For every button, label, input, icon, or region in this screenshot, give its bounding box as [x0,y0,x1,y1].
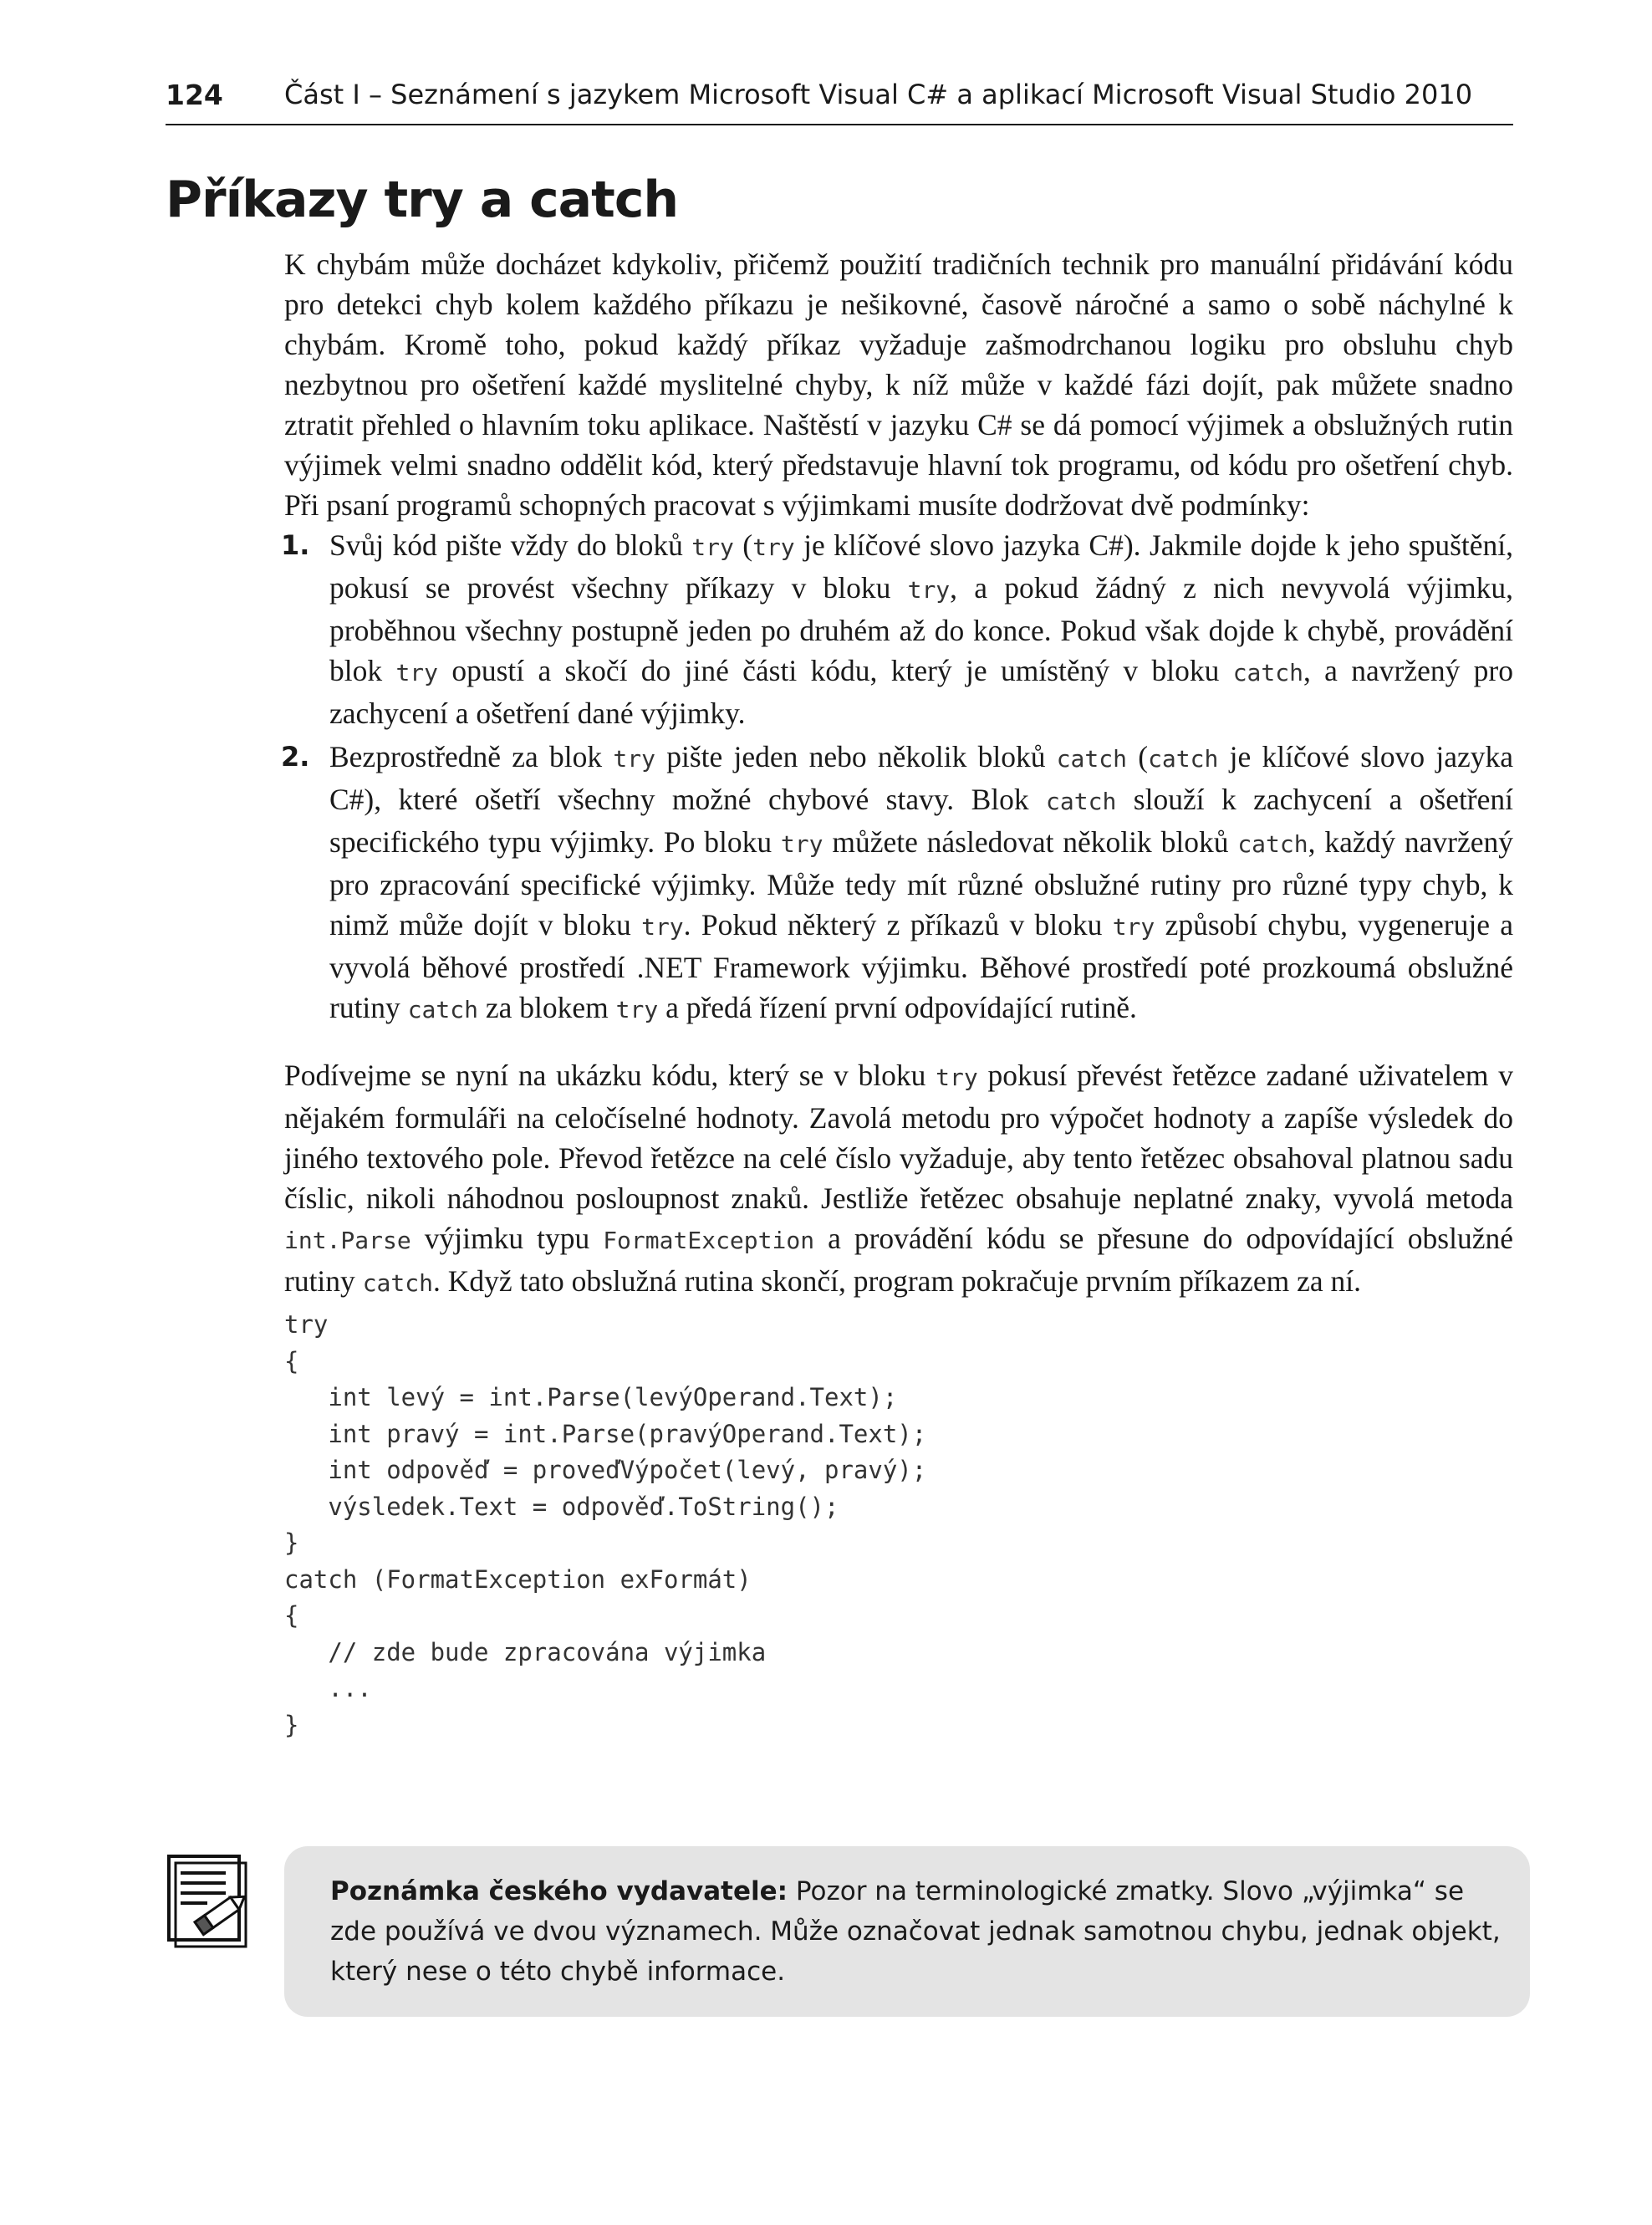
note-text: Pozor na terminologické zmatky. Slovo „výjimka“ se zde používá ve dvou významech. Může označovat jednak samotnou chybu, jednak objekt, který nese o této chybě informace. [330,1876,1501,1987]
inline-code: catch [1232,659,1303,686]
code-line: ... [284,1674,372,1702]
code-line: try [284,1310,329,1339]
code-line: int levý = int.Parse(levýOperand.Text); [284,1383,898,1411]
inline-code: catch [1148,745,1219,773]
code-line: catch (FormatException exFormát) [284,1564,752,1594]
inline-code: try [936,1064,978,1091]
inline-code: try [1112,913,1155,941]
code-line: } [284,1710,299,1739]
list-number: 2. [281,741,310,773]
inline-code: catch [362,1269,433,1297]
code-line: výsledek.Text = odpověď.ToString(); [284,1492,839,1521]
inline-code: catch [1046,788,1117,815]
code-line: // zde bude zpracována výjimka [284,1637,767,1666]
inline-code: catch [407,996,478,1023]
list-item: 1. Svůj kód pište vždy do bloků try (try je klíčové slovo jazyka C#). Jakmile dojde k jeho spuštění, pokusí se provést všechny příkazy v bloku try, a pokud žádný z nich nevyvolá výjimku, proběhnou všechny postupně jeden po druhém až do konce. Pokud však dojde k chybě, provádění blok try opustí a skočí do jiné části kódu, který je umístěný v bloku catch, a navržený pro zachycení a ošetření dané výjimky. [284,525,1513,733]
inline-code: FormatException [603,1227,815,1254]
code-line: { [284,1346,299,1375]
inline-code: catch [1056,745,1127,773]
page-number: 124 [166,79,223,111]
code-line: int odpověď = proveďVýpočet(levý, pravý); [284,1456,927,1484]
inline-code: int.Parse [284,1227,411,1254]
body-text [281,244,1514,1743]
inline-code: try [641,913,684,941]
inline-code: catch [1237,830,1308,858]
running-head: Část I – Seznámení s jazykem Microsoft Visual C# a aplikací Microsoft Visual Studio 2010 [284,79,1473,110]
publisher-note [284,1846,1530,2017]
code-line: } [284,1528,299,1557]
code-line: int pravý = int.Parse(pravýOperand.Text); [284,1419,927,1448]
inline-code: try [395,659,439,686]
page-header [166,77,1513,125]
inline-code: try [613,745,655,773]
inline-code: try [691,533,734,561]
section-title: Příkazy try a catch [166,171,679,229]
note-label: Poznámka českého vydavatele: [330,1876,788,1906]
list-item: 2. Bezprostředně za blok try pište jeden nebo několik bloků catch (catch je klíčové slovo jazyka C#), které ošetří všechny možné chybové stavy. Blok catch slouží k zachycení a ošetření specifického typu výjimky. Po bloku try můžete následovat několik bloků catch, každý navržený pro zpracování specifické výjimky. Může tedy mít různé obslužné rutiny pro různé typy chyb, k nimž může dojít v bloku try. Pokud některý z příkazů v bloku try způsobí chybu, vygeneruje a vyvolá běhové prostředí .NET Framework výjimku. Běhové prostředí poté prozkoumá obslužné rutiny catch za blokem try a předá řízení první odpovídající rutině. [284,737,1513,1030]
inline-code: try [615,996,659,1023]
list-number: 1. [281,529,310,561]
note-pencil-icon [166,1853,254,1953]
intro-paragraph: K chybám může docházet kdykoliv, přičemž použití tradičních technik pro manuální přidávání kódu pro detekci chyb kolem každého příkazu je nešikovné, časově náročné a samo o sobě náchylné k chybám. Kromě toho, pokud každý příkaz vyžaduje zašmodrchanou logiku pro obsluhu chyb nezbytnou pro ošetření každé myslitelné chyby, k níž může v každé fázi dojít, pak můžete snadno ztratit přehled o hlavním toku aplikace. Naštěstí v jazyku C# se dá pomocí výjimek a obslužných rutin výjimek velmi snadno oddělit kód, který představuje hlavní tok programu, od kódu pro ošetření chyb. Při psaní programů schopných pracovat s výjimkami musíte dodržovat dvě podmínky: [284,248,1513,522]
inline-code: try [752,533,795,561]
example-paragraph: Podívejme se nyní na ukázku kódu, který se v bloku try pokusí převést řetězce zadané uživatelem v nějakém formuláři na celočíselné hodnoty. Zavolá metodu pro výpočet hodnoty a zapíše výsledek do jiného textového pole. Převod řetězce na celé číslo vyžaduje, aby tento řetězec obsahoval platnou sadu číslic, nikoli náhodnou posloupnost znaků. Jestliže řetězec obsahuje neplatné znaky, vyvolá metoda int.Parse výjimku typu FormatException a provádění kódu se přesune do odpovídající obslužné rutiny catch. Když tato obslužná rutina skončí, program pokračuje prvním příkazem za ní. [284,1059,1513,1298]
inline-code: try [907,576,951,604]
code-line: { [284,1601,299,1630]
conditions-list [281,525,1514,1030]
code-listing [284,1307,1513,1743]
inline-code: try [780,830,823,858]
